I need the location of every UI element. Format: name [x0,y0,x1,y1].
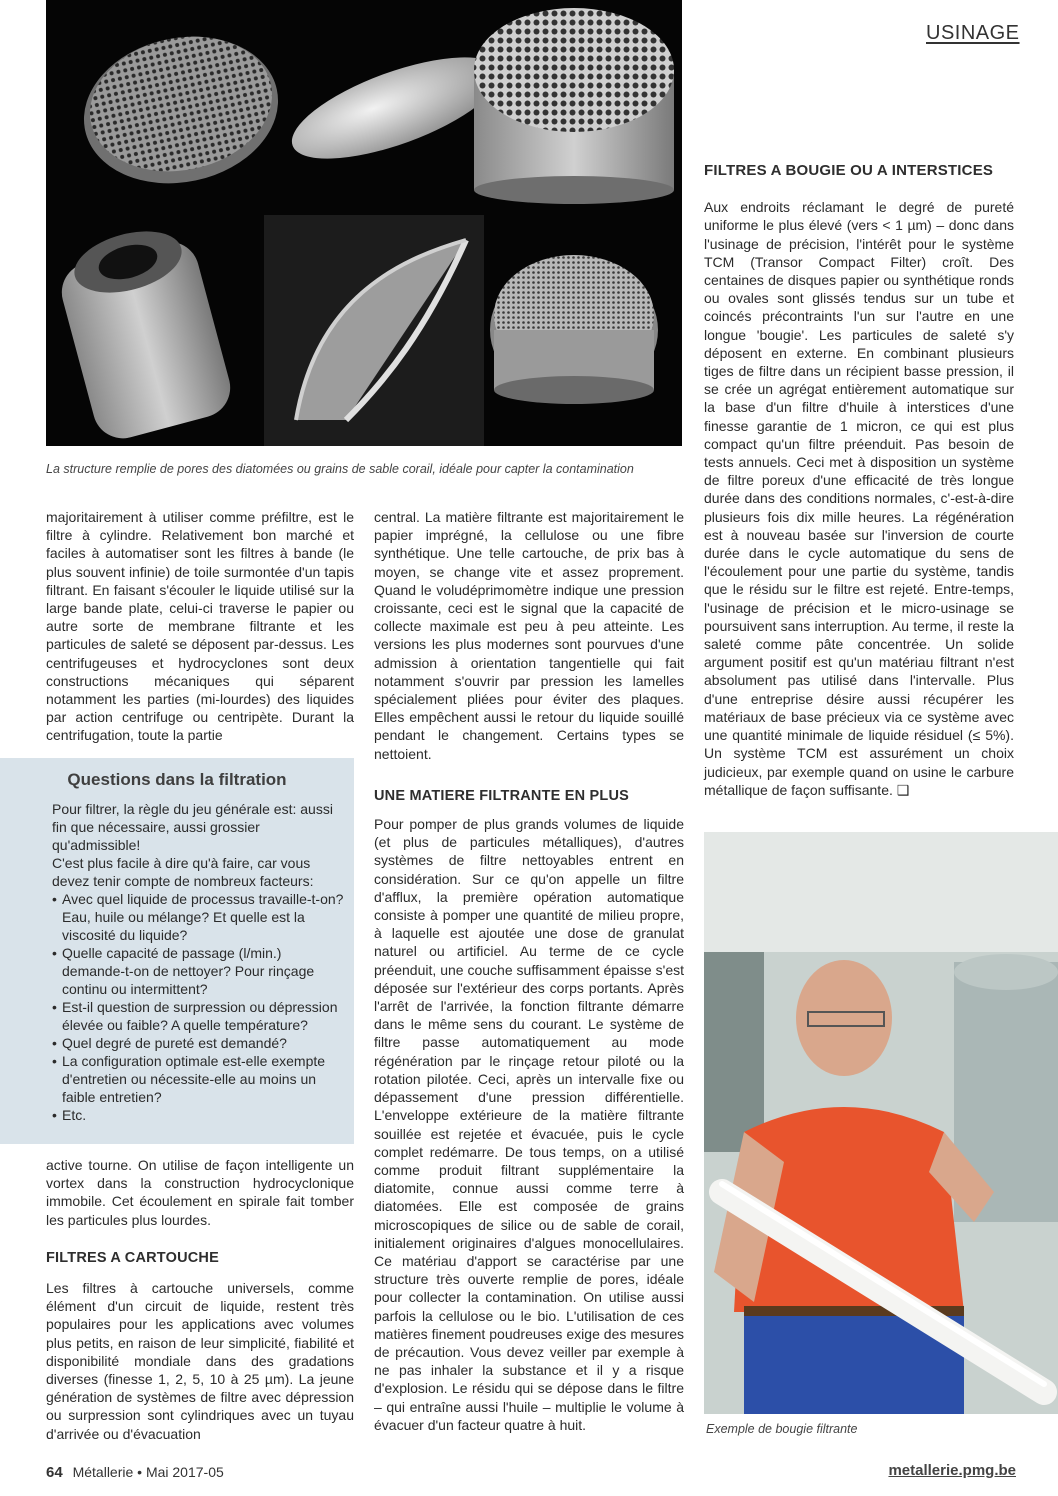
col1-paragraph-1: majoritairement à utiliser comme préfiltre, est le filtre à cylindre. Relativement bon marché et faciles à automatiser sont les filtres à bande (le plus souvent infinie) de toile surmontée d'un tapis filtrant. En faisant s'écouler le liquide utilisé sur la large bande plate, celui-ci traverse le papier ou autre sorte de membrane filtrante et les particules de saleté se déposent par-dessus. Les centrifugeuses et hydrocyclones sont deux constructions mécaniques qui séparent notamment les parties (mi-lourdes) des liquides par action centrifuge ou centripète. Durant la centrifugation, toute la partie [46,509,354,744]
questions-list [52,890,347,1124]
column-1-bottom [46,1156,354,1443]
questions-intro-2: C'est plus facile à dire qu'à faire, car vous devez tenir compte de nombreux facteurs: [52,855,314,889]
col2-paragraph-1: central. La matière filtrante est majoritairement le papier imprégné, la cellulose ou une fibre synthétique. Une telle cartouche, de prix bas à moyen, se change vite et assez proprement. Quand le voludéprimomètre indique une pression croissante, ceci est le signal que la capacité de collecte maximale est peu à peu atteinte. Les versions les plus modernes sont pourvues d'une admission à orientation tangentielle qui fait notamment s'ouvrir par pression les lamelles spécialement pliées pour éviter des plaques. Elles empêchent aussi le retour du liquide souillé pendant le changement. Certains types se nettoient. [374,509,684,762]
list-item: • La configuration optimale est-elle exempte d'entretien ou nécessite-elle au moins un faible entretien? [52,1052,347,1106]
list-item: • Quelle capacité de passage (l/min.) demande-t-on de nettoyer? Pour rinçage continu ou intermittent? [52,944,347,998]
list-item: • Avec quel liquide de processus travaille-t-on? Eau, huile ou mélange? Et quelle est la viscosité du liquide? [52,890,347,944]
section-tag: USINAGE [926,22,1020,44]
page-footer [46,1464,224,1481]
questions-title: Questions dans la filtration [67,770,287,789]
column-1-top [46,508,354,745]
col2-paragraph-2: Pour pomper de plus grands volumes de liquide (et plus de particules métalliques), d'autres systèmes de filtre nettoyables entrent en considération. Sur ce qu'on appelle un filtre d'afflux, la première opération automatique consiste à pomper une quantité de milieu propre, à laquelle est ajoutée une dose de granulat naturel ou artificiel. Au terme de ce cycle préenduit, une couche suffisamment épaisse s'est déposée sur l'extérieur des corps portants. Après l'arrêt de l'arrivée, la fonction filtrante démarre dans le même sens du courant. Le système de filtre passe automatiquement au mode régénération par le rinçage retour piloté ou la rotation pilotée. Ceci, après un intervalle fixe ou dépassement d'une pression différentielle. L'enveloppe extérieure de la matière filtrante souillée est rejetée et évacuée, puis le cycle complet redémarre. De tous temps, on a utilisé comme produit filtrant supplémentaire la diatomite, connue aussi comme terre à diatomées. Elle est composée de grains microscopiques de silice ou de sable de corail, initialement originaires d'algues monocellulaires. Ce matériau d'apport se caractérise par une structure très ouverte remplie de pores, idéale pour collecter la contamination. On utilise aussi parfois la cellulose ou le bio. L'utilisation de ces matières finement poudreuses exige des mesures de précaution. Vous devez veiller par exemple à ne pas inhaler la substance et il y a risque d'explosion. Le résidu qui se dépose dans le filtre – qui entraîne aussi l'huile – multiplie le volume à évacuer d'un facteur quatre à huit. [374,816,684,1433]
list-item: • Etc. [52,1106,347,1124]
list-item: • Quel degré de pureté est demandé? [52,1034,347,1052]
issue-info: Métallerie • Mai 2017-05 [72,1464,224,1480]
heading-bougie: FILTRES A BOUGIE OU A INTERSTICES [704,162,994,179]
questions-intro-1: Pour filtrer, la règle du jeu générale est: aussi fin que nécessaire, aussi grossier qu'admissible! [52,801,333,853]
page-number: 64 [46,1464,63,1481]
top-photo-caption: La structure remplie de pores des diatomées ou grains de sable corail, idéale pour capter la contamination [46,462,634,476]
col3-paragraph-1: Aux endroits réclamant le degré de pureté uniforme le plus élevé (vers < 1 µm) – donc dans l'usinage de précision, l'intérêt pour le système TCM (Transor Compact Filter) croît. Des centaines de disques papier ou synthétique ronds ou ovales sont glissés tendus sur un tube et coincés précontraints l'un sur l'autre en une longue 'bougie'. Les particules de saleté s'y déposent en externe. En combinant plusieurs tiges de filtre dans un récipient basse pression, il se crée un agrégat entièrement automatique sur la base d'un filtre d'huile à interstices d'une finesse garantie de 1 micron, ce qui est plus compact qu'un filtre préenduit. Pas besoin de tests annuels. Ceci met à disposition un système de filtre poreux d'une efficacité de très longue durée dans des conditions normales, c'-est-à-dire plusieurs fois dix mille heures. La régénération est à nouveau basée sur l'inversion de courte durée dans le cycle automatique du sens de l'écoulement pour une partie du système, tandis que le résidu sur le filtre est rejeté. Entre-temps, l'usinage de précision et le micro-usinage se poursuivent sans interruption. Au terme, il reste la saleté comme pâte concentrée. Un solide argument positif est qu'un matériau filtrant n'est absolument pas utilisé dans l'intervalle. Plus d'une entreprise désire aussi récupérer les matériaux de base précieux via ce système avec une quantité minimale de liquide résiduel (≤ 5%). Un système TCM est assurément un choix judicieux, par exemple quand on usine le carbure métallique de façon suffisante. ❑ [704,199,1014,798]
heading-matiere-filtrante: UNE MATIERE FILTRANTE EN PLUS [374,787,629,804]
col1-paragraph-2: active tourne. On utilise de façon intelligente un vortex dans la construction hydrocyclonique immobile. Cet écoulement en spirale fait tomber les particules plus lourdes. [46,1157,354,1228]
bottom-photo-caption: Exemple de bougie filtrante [706,1422,858,1436]
questions-sidebar [0,758,354,1144]
column-3 [704,162,1014,799]
filter-candle-photo [704,832,1058,1414]
list-item: • Est-il question de surpression ou dépression élevée ou faible? A quelle température? [52,998,347,1034]
column-2 [374,508,684,1434]
website-link[interactable]: metallerie.pmg.be [888,1462,1016,1479]
diatom-micrograph [46,0,682,446]
heading-cartouche: FILTRES A CARTOUCHE [46,1249,219,1266]
col1-paragraph-3: Les filtres à cartouche universels, comme élément d'un circuit de liquide, restent très populaires pour les applications avec volumes plus petits, en raison de leur simplicité, fiabilité et disponibilité mondiale dans des gradations diverses (finesse 1, 2, 5, 10 à 25 µm). La jeune génération de systèmes de filtre avec dépression ou surpression sont cylindriques avec un tuyau d'arrivée ou d'évacuation [46,1280,354,1442]
